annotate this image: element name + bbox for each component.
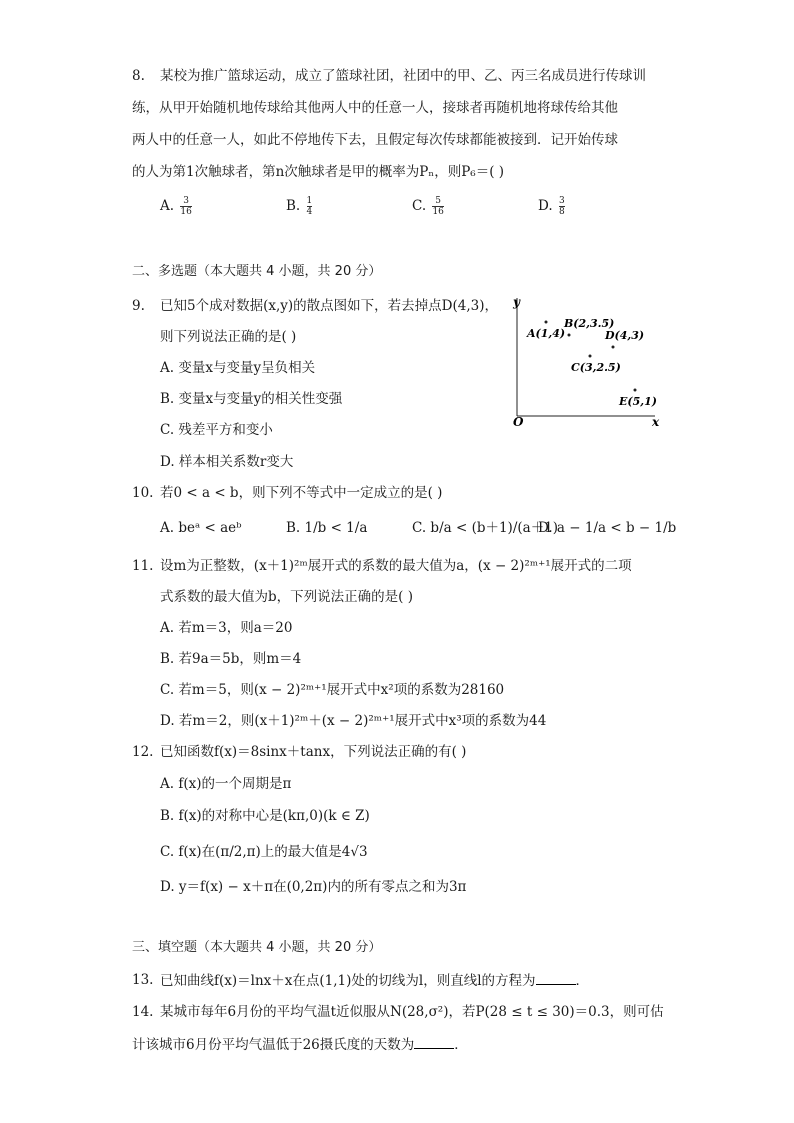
- section-heading: 三、填空题（本大题共 4 小题，共 20 分）: [132, 940, 382, 955]
- question-text-line: [132, 1034, 468, 1055]
- question-text-line: 某校为推广篮球运动，成立了篮球社团，社团中的甲、乙、丙三名成员进行传球训: [160, 68, 646, 84]
- option-a[interactable]: [160, 196, 194, 217]
- option-c[interactable]: [412, 196, 446, 217]
- question-text-line: [160, 970, 589, 991]
- answer-blank[interactable]: [414, 1034, 454, 1049]
- fraction: $\frac{3}{16}$: [180, 196, 192, 217]
- option-d[interactable]: D. 若m＝2，则(x＋1)²ᵐ＋(x − 2)²ᵐ⁺¹展开式中x³项的系数为44: [160, 713, 547, 729]
- answer-blank[interactable]: [536, 970, 576, 985]
- question-text-line: 练，从甲开始随机地传球给其他两人中的任意一人，接球者再随机地将球传给其他: [132, 100, 618, 116]
- option-d[interactable]: [538, 196, 567, 217]
- question-text-line: 若0 < a < b，则下列不等式中一定成立的是( ): [160, 485, 443, 501]
- question-number: 9.: [132, 298, 145, 314]
- point-e-label: E(5,1): [619, 395, 657, 408]
- option-b[interactable]: [286, 196, 314, 217]
- question-text-line: 则下列说法正确的是( ): [160, 329, 297, 345]
- x-axis-label: x: [652, 415, 660, 429]
- question-text-line: 两人中的任意一人，如此不停地传下去，且假定每次传球都能被接到．记开始传球: [132, 132, 618, 148]
- question-text: 已知曲线f(x)＝lnx＋x在点(1,1)处的切线为l，则直线l的方程为: [160, 973, 536, 989]
- question-text: 计该城市6月份平均气温低于26摄氏度的天数为: [132, 1037, 415, 1053]
- point-e: [634, 389, 637, 392]
- question-number: 8.: [132, 68, 145, 84]
- option-label: B.: [286, 198, 301, 214]
- point-c-label: C(3,2.5): [571, 361, 621, 374]
- option-label: A.: [160, 198, 175, 214]
- point-a: [545, 321, 548, 324]
- question-text-line: 式系数的最大值为b，下列说法正确的是( ): [160, 589, 413, 605]
- question-text: ．: [454, 1037, 468, 1053]
- fraction: $\frac{1}{4}$: [306, 196, 313, 217]
- scatter-plot: [505, 292, 665, 432]
- option-d[interactable]: D. a − 1/a < b − 1/b: [538, 520, 677, 536]
- option-a[interactable]: A. beᵃ < aeᵇ: [160, 520, 242, 536]
- option-b[interactable]: B. 变量x与变量y的相关性变强: [160, 391, 343, 407]
- option-b[interactable]: B. f(x)的对称中心是(kπ,0)(k ∈ Z): [160, 808, 370, 824]
- point-b-label: B(2,3.5): [564, 317, 615, 330]
- y-axis-label: y: [513, 295, 520, 309]
- question-text: ．: [575, 973, 590, 989]
- point-a-label: A(1,4): [527, 327, 566, 340]
- question-number: 13.: [132, 972, 154, 988]
- point-b: [568, 334, 571, 337]
- option-label: C.: [412, 198, 427, 214]
- option-d[interactable]: D. y＝f(x) − x＋π在(0,2π)内的所有零点之和为3π: [160, 879, 467, 895]
- option-c[interactable]: C. 残差平方和变小: [160, 422, 273, 438]
- option-a[interactable]: A. 变量x与变量y呈负相关: [160, 360, 316, 376]
- option-b[interactable]: B. 1/b < 1/a: [286, 520, 368, 536]
- question-text-line: 已知函数f(x)＝8sinx＋tanx，下列说法正确的有( ): [160, 744, 467, 760]
- option-a[interactable]: A. f(x)的一个周期是π: [160, 776, 292, 792]
- fraction: $\frac{5}{16}$: [432, 196, 444, 217]
- question-number: 12.: [132, 744, 154, 760]
- question-number: 14.: [132, 1004, 154, 1020]
- option-c[interactable]: C. b/a < (b＋1)/(a＋1): [412, 520, 559, 536]
- option-b[interactable]: B. 若9a＝5b，则m＝4: [160, 651, 302, 667]
- fraction: $\frac{3}{8}$: [558, 196, 565, 217]
- origin-label: O: [513, 415, 524, 429]
- option-d[interactable]: D. 样本相关系数r变大: [160, 454, 294, 470]
- option-label: D.: [538, 198, 553, 214]
- option-c[interactable]: C. 若m＝5，则(x − 2)²ᵐ⁺¹展开式中x²项的系数为28160: [160, 682, 505, 698]
- point-c: [589, 355, 592, 358]
- point-d-label: D(4,3): [605, 329, 645, 342]
- question-text-line: 某城市每年6月份的平均气温t近似服从N(28,σ²)，若P(28 ≤ t ≤ 30)＝0.3，则可估: [160, 1004, 664, 1020]
- option-c[interactable]: C. f(x)在(π/2,π)上的最大值是4√3: [160, 844, 368, 860]
- option-a[interactable]: A. 若m＝3，则a＝20: [160, 620, 293, 636]
- question-number: 10.: [132, 485, 154, 501]
- question-number: 11.: [132, 558, 154, 574]
- question-text-line: 已知5个成对数据(x,y)的散点图如下，若去掉点D(4,3)，: [160, 298, 498, 314]
- section-heading: 二、多选题（本大题共 4 小题，共 20 分）: [132, 264, 382, 279]
- question-text-line: 的人为第1次触球者，第n次触球者是甲的概率为Pₙ，则P₆＝( ): [132, 164, 505, 180]
- point-d: [612, 346, 615, 349]
- question-text-line: 设m为正整数，(x＋1)²ᵐ展开式的系数的最大值为a，(x − 2)²ᵐ⁺¹展开式的二项: [160, 558, 632, 574]
